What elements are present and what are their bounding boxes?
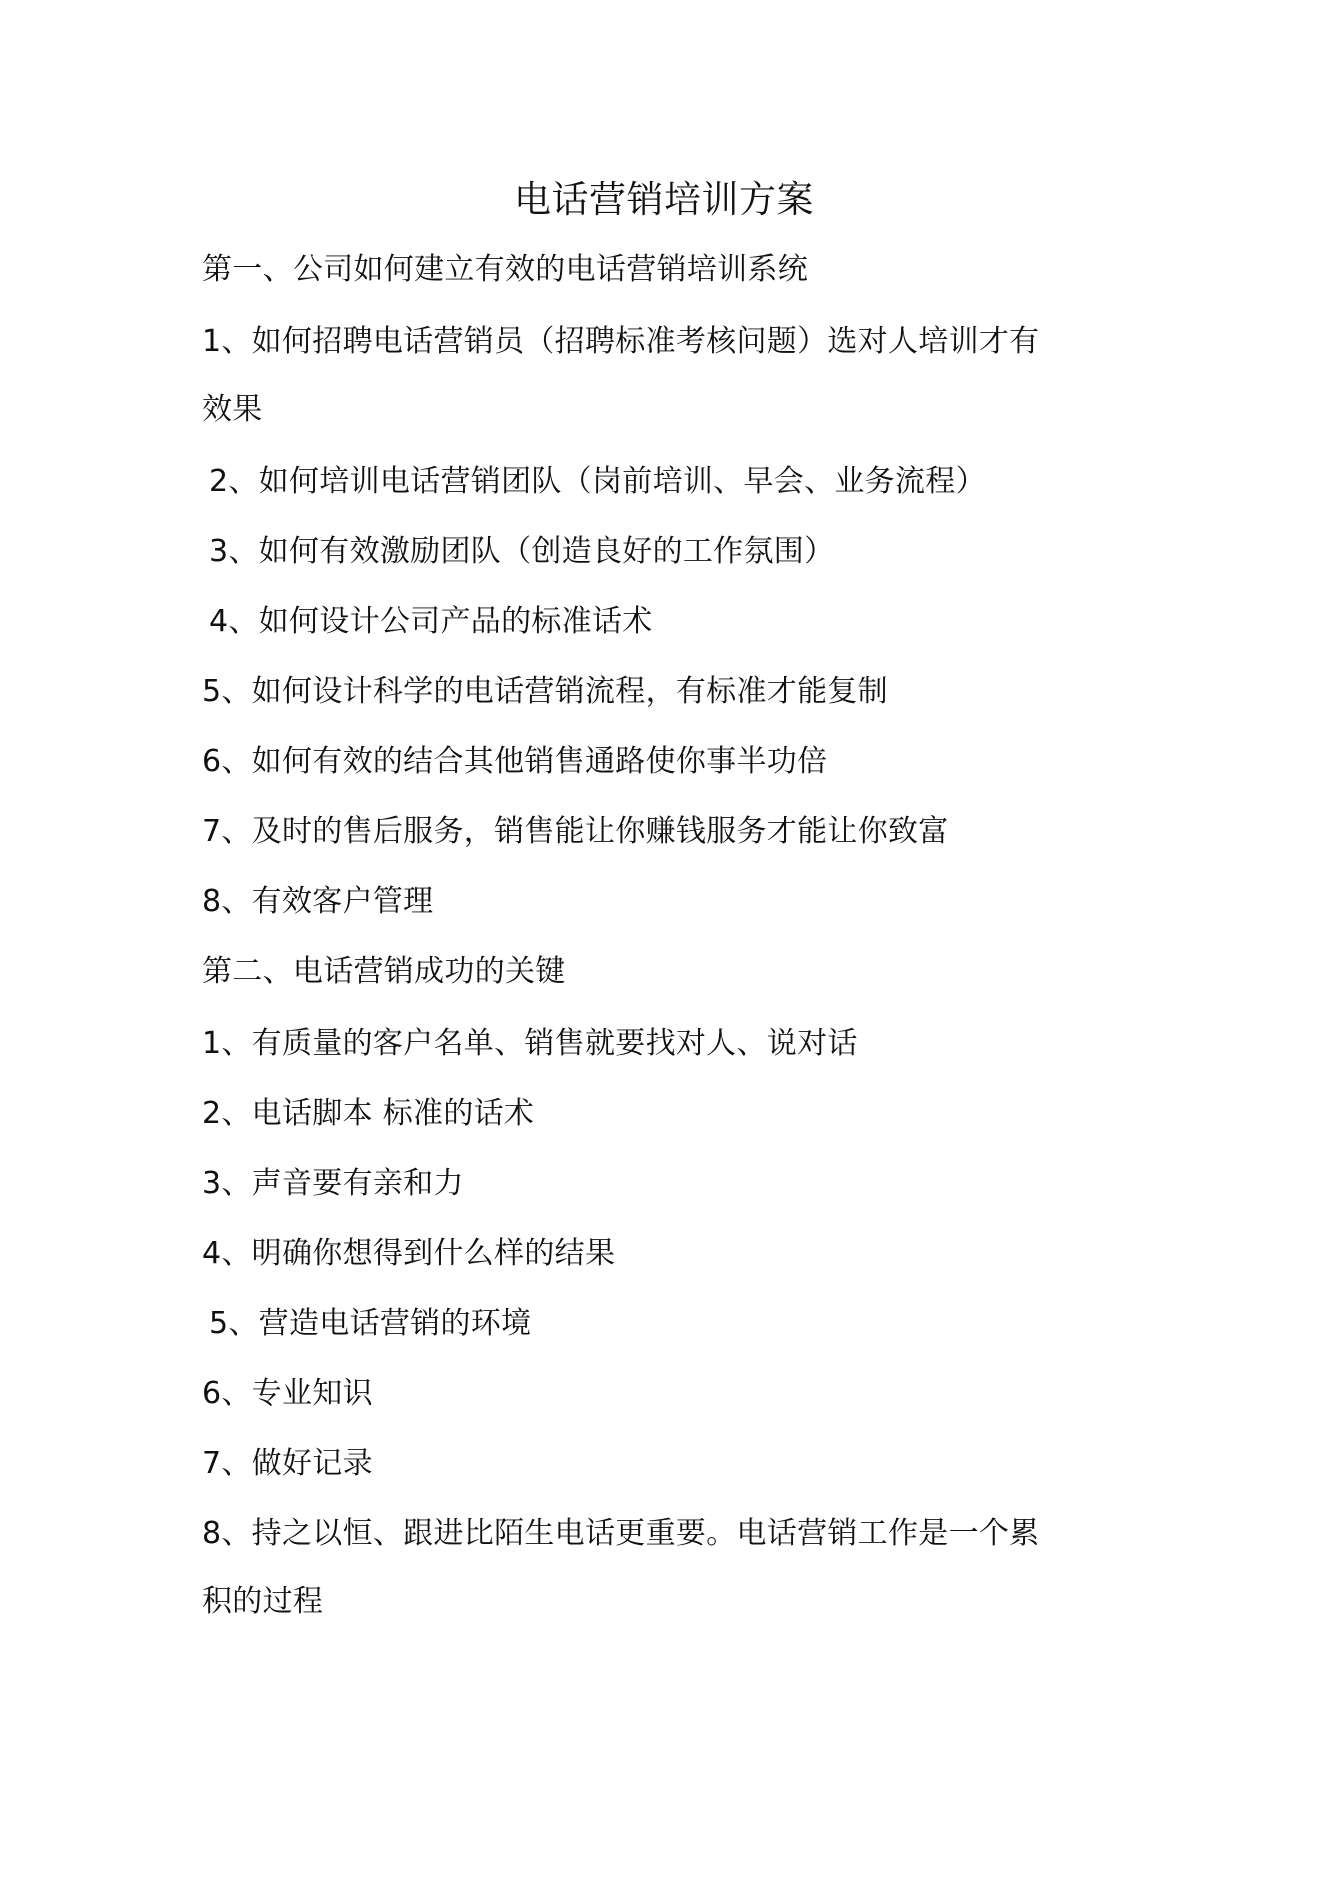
list-item: 2、电话脚本 标准的话术 <box>202 1096 535 1131</box>
section-heading-1: 第一、公司如何建立有效的电话营销培训系统 <box>202 252 808 287</box>
list-item: 8、持之以恒、跟进比陌生电话更重要。电话营销工作是一个累 <box>202 1516 1040 1551</box>
list-item: 7、做好记录 <box>202 1446 373 1481</box>
list-item: 6、专业知识 <box>202 1376 373 1411</box>
list-item: 5、营造电话营销的环境 <box>209 1306 532 1341</box>
section-heading-2: 第二、电话营销成功的关键 <box>202 954 566 989</box>
list-item: 5、如何设计科学的电话营销流程，有标准才能复制 <box>202 674 888 709</box>
list-item: 1、如何招聘电话营销员（招聘标准考核问题）选对人培训才有 <box>202 324 1040 359</box>
list-item: 2、如何培训电话营销团队（岗前培训、早会、业务流程） <box>209 464 986 499</box>
list-item: 1、有质量的客户名单、销售就要找对人、说对话 <box>202 1026 858 1061</box>
list-item: 4、明确你想得到什么样的结果 <box>202 1236 616 1271</box>
list-item-continuation: 效果 <box>202 392 263 427</box>
list-item: 4、如何设计公司产品的标准话术 <box>209 604 653 639</box>
list-item: 7、及时的售后服务，销售能让你赚钱服务才能让你致富 <box>202 814 949 849</box>
document-title: 电话营销培训方案 <box>514 178 814 221</box>
list-item: 6、如何有效的结合其他销售通路使你事半功倍 <box>202 744 828 779</box>
list-item: 8、有效客户管理 <box>202 884 434 919</box>
list-item-continuation: 积的过程 <box>202 1584 324 1619</box>
list-item: 3、声音要有亲和力 <box>202 1166 464 1201</box>
list-item: 3、如何有效激励团队（创造良好的工作氛围） <box>209 534 835 569</box>
